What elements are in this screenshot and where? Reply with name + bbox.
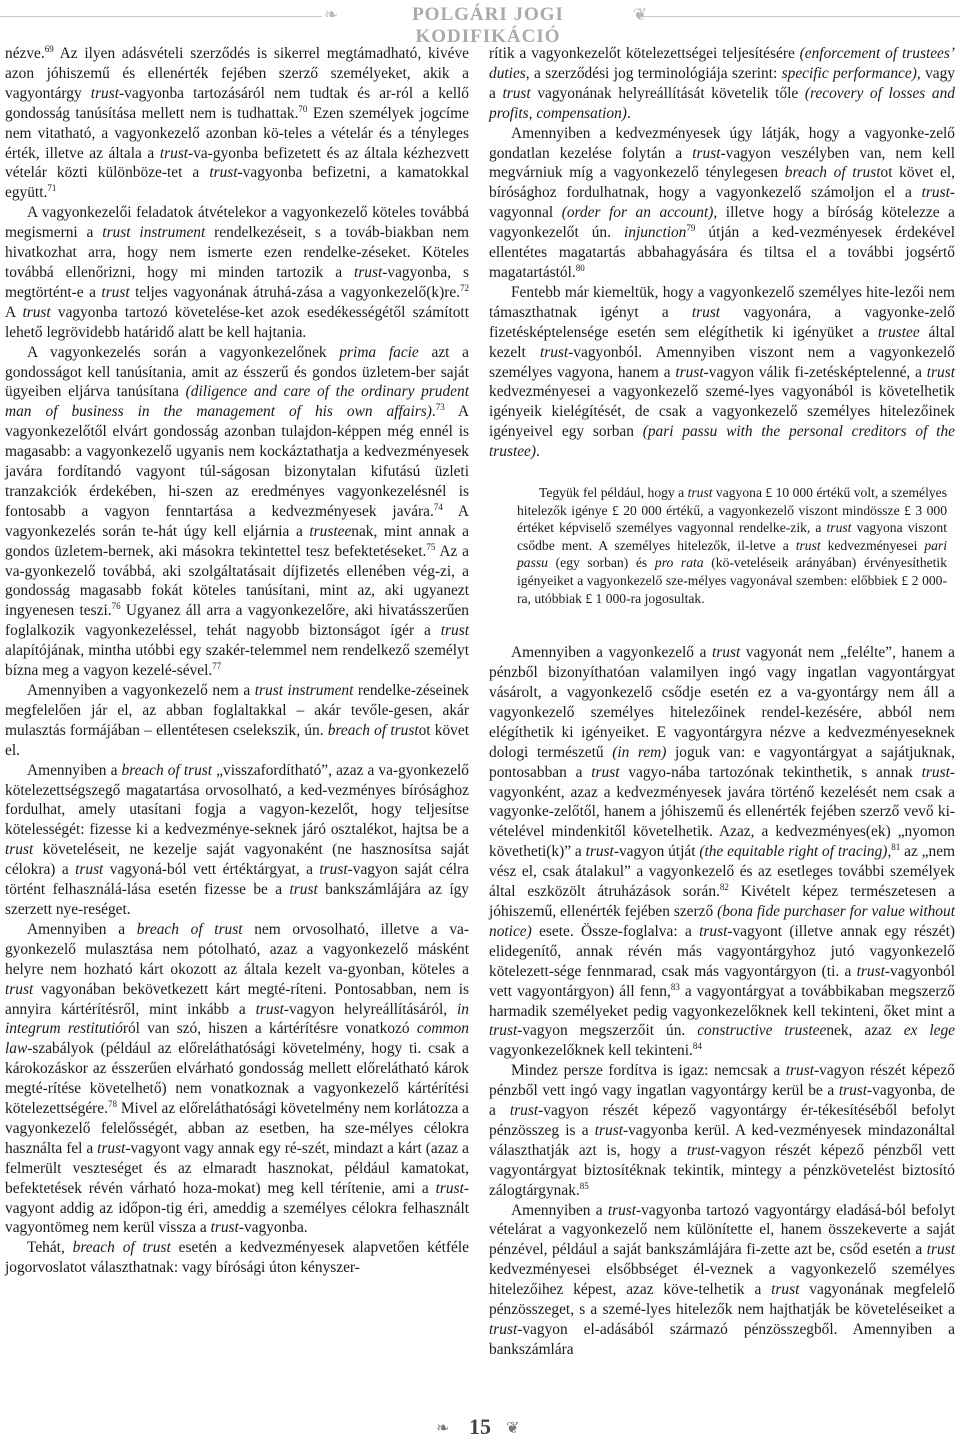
paragraph: Mindez persze fordítva is igaz: nemcsak a trust-vagyon részét képező pénzből vett ingó vagy ingatlan vagyontárgy kerül be a trust-vagyonba, de a trust-vagyon részét képező vagyontárgy ér-tékesítéséből befolyt pénzösszeg is a trust-vagyonba kerül. A ked-vezményesek mindazonáltal választhatják azt is, hogy a trust-vagyon részét képező pénzből vett vagyontárgyat biztosítéknak tekintik, mintegy a pénzkövetelést biztosító zálogtárgynak.$^{85}$ [489, 1062, 956, 1199]
page-footer [0, 1414, 960, 1442]
paragraph: A vagyonkezelés során a vagyonkezelőnek prima facie azt a gondosságot kell tanúsítania, amit az ésszerű és gondos üzletem-ber saját ügyeiben eljárva tanúsítana (diligence and care of the ordinary prudent man of business in the management of his own affairs).$^{73}$ A vagyonkezelőtől elvárt gondosság azonban tulajdon-képpen még ennél is magasabb: a vagyonkezelő ugyanis nem kockáztathatja a kedvezményesek javára fordítandó vagyont túl-ságosan bizonytalan kifutású üzleti tranzakciók érdekében, hi-szen az eredményes vagyonkezelésnél is fontosabb a vagyon fenntartása a kedvezményesek javára.$^{74}$ A vagyonkezelés során te-hát úgy kell eljárnia a trusteenak, mint annak a gondos üzletem-bernek, aki másokra tekintettel tesz befektetéseket.$^{75}$ Az a va-gyonkezelő továbbá, aki szolgáltatásait díjfizetés ellenében vég-zi, a gondosság magasabb fokát köteles tanúsítani, mint az, aki ugyanezt ingyenesen teszi.$^{76}$ Ugyanez áll arra a vagyonkezelőre, aki hivatásszerűen foglalkozik vagyonkezeléssel, tehát nagyobb biztonságot ígér a trust alapítójának, mintha utóbbi egy szakér-telemmel nem rendelkező személyt bízna meg a vagyon kezelé-sével.$^{77}$ [5, 343, 470, 680]
paragraph: nézve.$^{69}$ Az ilyen adásvételi szerződés is sikerrel megtámadható, kivéve azon jóhiszemű és ellenérték fejében szerző személyeket, akik a vagyontárgy trust-vagyonba tartozásáról nem tudtak és ar-ról a kellő gondosság tanúsítása mellett nem is tudhattak.$^{70}$ Ezen személyek jogcíme nem vitatható, a vagyonkezelő azonban kö-teles a vételár és a tényleges érték, illetve az általa a trust-va-gyonba befizetett és az általa kézhezvett vételár közti különböze-tet a trust-vagyonba befizetni, a kamatokkal együtt.$^{71}$ [5, 44, 469, 202]
page-number: 15 [469, 1414, 491, 1439]
header-rule-right [640, 16, 960, 17]
running-header [0, 0, 960, 47]
fleuron-left-icon: ❧ [436, 1420, 450, 1437]
fleuron-left-icon: ❧ [324, 5, 339, 24]
paragraph: Tehát, breach of trust esetén a kedvezményesek alapvetően kétféle jogorvoslatot választhatnak: vagy bírósági úton kényszer- [5, 1239, 470, 1277]
example-note: Tegyük fel például, hogy a trust vagyona £ 10 000 értékű volt, a személyes hitelezők igénye £ 20 000 értékű, a vagyonkezelő viszont mindössze £ 3 000 értéket képviselő személyes vagyonnal rendelke-zik, a trust vagyona viszont csődbe ment. A személyes hitelezők, il-letve a trust kedvezményesei pari passu (egy sorban) és pro rata (kö-veteléseik arányában) érvényesíthetik igényeiket a vagyonkezelő sze-mélyes vagyonával szemben: előbbiek £ 2 000-ra, utóbbiak £ 1 000-ra jogosultak. [517, 485, 947, 606]
header-title: POLGÁRI JOGI KODIFIKÁCIÓ [412, 4, 564, 47]
paragraph: Amennyiben a kedvezményesek úgy látják, hogy a vagyonke-zelő gondatlan kezelése folytán a trust-vagyon veszélyben van, nem kell megvárniuk míg a vagyonkezelő ténylegesen breach of trustot követ el, bírósághoz fordulhatnak, hogy a vagyonkezelő számoljon el a trust-vagyonnal (order for an account), illetve hogy a bíróság kötelezze a vagyonkezelőt ún. injunction$^{79}$ útján a ked-vezményesek érdekével ellentétes magatartás abbahagyására és tiltsa el a további jogsértő magatartástól.$^{80}$ [489, 124, 956, 281]
paragraph: A vagyonkezelői feladatok átvételekor a vagyonkezelő köteles továbbá megismerni a trust instrument rendelkezéseit, s a továb-biakban nem hivatkozhat arra, hogy nem ismerte ezen rendelke-zéseket. Köteles továbbá ellenőrizni, hogy mi minden tartozik a trust-vagyonba, s megtörtént-e a trust teljes vagyonának átruhá-zása a vagyonkezelő(k)re.$^{72}$ A trust vagyonba tartozó követelése-ket azok esedékességétől számított lehető legrövidebb határidő alatt be kell hajtania. [5, 204, 469, 341]
paragraph: Amennyiben a breach of trust „visszafordítható”, azaz a va-gyonkezelő kötelezettségszegő magatartása orvosolható, a ked-vezményes bírósághoz fordulhat, amely utasítani fogja a vagyon-kezelőt, hogy teljesítse kötelességét: fizesse ki a kedvezménye-seknek járó osztalékot, hajtsa be a trust követeléseit, ne kezelje saját vagyonaként (ne hasznosítsa saját célokra) a trust vagyoná-ból vett értéktárgyat, a trust-vagyon saját célra történt felhasználá-lása esetén fizesse be a trust bankszámlájára az így szerzett nye-reséget. [5, 761, 470, 918]
paragraph: Amennyiben a trust-vagyonba tartozó vagyontárgy eladásá-ból befolyt vételárat a vagyonkezelő nem különítette el, hanem összekeverte a saját pénzével, például a saját bankszámlájára fi-zette azt be, csőd esetén a trust kedvezményesei elsőbbséget él-veznek a vagyonkezelő személyes hitelezőihez képest, azaz köve-telhetik a trust vagyonának megfelelő pénzösszeget, s a szemé-lyes hitelezők nem hajthatják be követeléseiket a trust-vagyon el-adásából származó pénzösszegből. Amennyiben a bankszámlára [489, 1201, 956, 1358]
left-column [5, 44, 469, 1278]
paragraph: Fentebb már kiemeltük, hogy a vagyonkezelő személyes hite-lezői nem támaszthatnak igényt a trust vagyonára, a vagyonke-zelő fizetésképtelensége esetén sem elégíthetik ki igényüket a trustee által kezelt trust-vagyonból. Amennyiben viszont nem a vagyonkezelő személyes vagyona, hanem a trust-vagyon válik fi-zetésképtelenné, a trust kedvezményesei a vagyonkezelő szemé-lyes vagyonából is követelhetik igényeik kielégítését, de csak a vagyonkezelő személyes hitelezőinek igényeivel egy sorban (pari passu with the personal creditors of the trustee). [489, 283, 955, 461]
paragraph: Amennyiben a vagyonkezelő nem a trust instrument rendelke-zéseinek megfelelően jár el, az abban foglaltakkal – akár tevőle-gesen, akár mulasztás formájában – ellentétesen cselekszik, ún. breach of trustot követ el. [5, 682, 469, 759]
paragraph: rítik a vagyonkezelőt kötelezettségei teljesítésére (enforcement of trustees’ duties, a szerződési jog terminológiája szerint: specific performance), vagy a trust vagyonának helyreállítását követelik tőle (recovery of losses and profits, compensation). [489, 45, 956, 122]
header-rule-left [0, 16, 322, 17]
fleuron-right-icon: ❦ [633, 5, 648, 24]
paragraph: Amennyiben a breach of trust nem orvosolható, illetve a va-gyonkezelő mulasztása nem pótolható, azaz a vagyonkezelő másként helyre nem hozható kárt okozott az általa kezelt va-gyonban, köteles a trust vagyonában bekövetkezett kárt megté-ríteni. Pontosabban, nem is annyira kártérítésről, mint inkább a trust-vagyon helyreállításáról, in integrum restitutióról van szó, hiszen a kártérítésre vonatkozó common law-szabályok (például az előreláthatósági követelmény, hogy ti. csak a károkozáskor az ésszerűen elvárható gondosság mellett előrelátható károk megté-rítése követelhető) nem vonatkoznak a vagyonkezelő kártérítési kötelezettségére.$^{78}$ Mivel az előreláthatósági követelmény nem korlátozza a vagyonkezelő felelősségét, abban az esetben, ha sze-mélyes célokra használta fel a trust-vagyont vagy annak egy ré-szét, mindazt a kárt (azaz a felmerült veszteséget és az elmaradt hasznokat, például kamatokat, befektetések révén várható hoza-mokat) meg kell térítenie, ami a trust-vagyont addig az időpon-tig éri, ameddig a személyes célokra felhasznált vagyontömeg nem kerül vissza a trust-vagyonba. [5, 920, 470, 1237]
right-column [489, 44, 955, 1360]
fleuron-right-icon: ❦ [506, 1420, 520, 1437]
paragraph: Amennyiben a vagyonkezelő a trust vagyonát nem „felélte”, hanem a pénzből bizonyíthatóan valamilyen ingó vagy ingatlan vagyontárgyat vásárolt, a vagyonkezelő csődje esetén ez a va-gyontárgy nem áll a vagyonkezelő személyes hitelezőinek rendel-kezésére, abból nem elégíthetik ki igényeiket. E vagyontárgyra nézve a kedvezményeseknek dologi természetű (in rem) joguk van: e vagyontárgyat a sajátjuknak, pontosabban a trust vagyo-nába tartozónak tekinthetik, s annak trust-vagyonként, azaz a kedvezményesek javára történő kezelését nem csak a vagyonke-zelőtől, hanem a jóhiszemű és ellenérték fejében szerző vevő ki-vételével mindenkitől követelhetik. Azaz, a kedvezményes(ek) „nyomon követheti(k)” a trust-vagyon útját (the equitable right of tracing),$^{81}$ az „nem vész el, csak átalakul” a vagyonkezelő és az esetleges további személyek által eszközölt átruházások során.$^{82}$ Kivételt képez természetesen a jóhiszemű, ellenérték fejében szerző (bona fide purchaser for value without notice) esete. Össze-foglalva: a trust-vagyont (illetve annak egy részét) elidegenítő, annak révén más vagyontárgyhoz jutó vagyonkezelő kötelezett-sége fennmarad, csak más vagyontárgyon (ti. a trust-vagyonból vett vagyontárgyon) áll fenn,$^{83}$ a vagyontárgyat a továbbikaban megszerző harmadik személyeket pedig vagyonkezelőknek kell tekinteni, őket mint a trust-vagyon megszerzőit ún. constructive trusteenek, azaz ex lege vagyonkezelőknek kell tekinteni.$^{84}$ [489, 644, 955, 1060]
